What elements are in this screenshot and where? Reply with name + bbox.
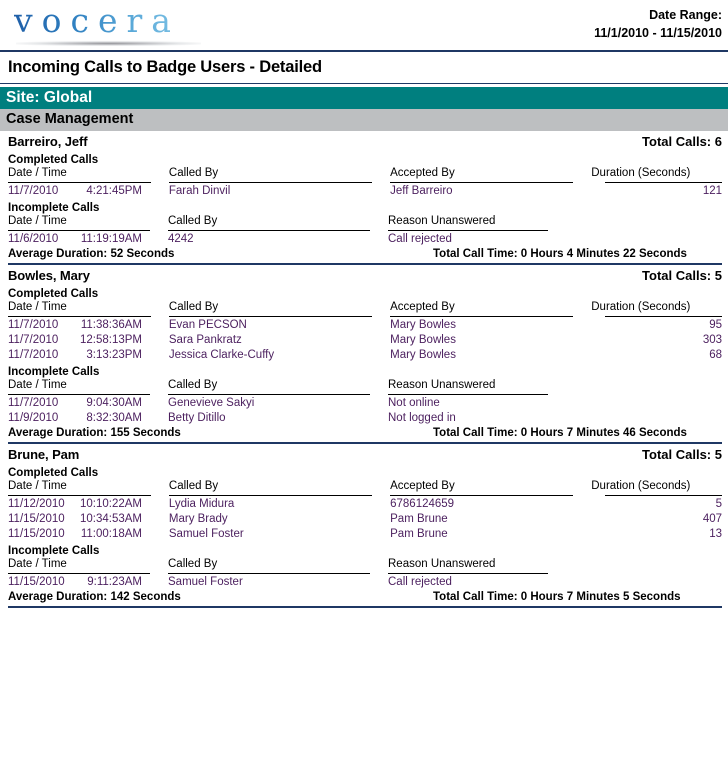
table-row [8, 333, 722, 348]
user-totals [8, 590, 722, 605]
column-header-date-time: Date / Time [8, 379, 168, 396]
total-call-time [433, 427, 687, 439]
completed-calls-label: Completed Calls [8, 288, 99, 300]
user-header [8, 131, 722, 151]
cell-duration: 13 [709, 528, 722, 540]
cell-reason-unanswered: Not online [388, 397, 440, 409]
average-duration-value: 52 Seconds [110, 248, 175, 260]
cell-duration: 68 [709, 349, 722, 361]
user-name: Bowles, Mary [8, 268, 90, 283]
column-header-duration: Duration (Seconds) [591, 167, 722, 184]
average-duration [8, 591, 433, 603]
site-bar: Site: Global [0, 87, 728, 109]
average-duration [8, 427, 433, 439]
cell-called-by: Sara Pankratz [168, 334, 242, 346]
average-duration-label: Average Duration: [8, 427, 108, 439]
cell-reason-unanswered: Call rejected [388, 233, 452, 245]
average-duration-label: Average Duration: [8, 591, 108, 603]
cell-called-by: Betty Ditillo [168, 412, 226, 424]
column-header-called-by: Called By [169, 301, 390, 318]
cell-date-time: 11/7/2010 11:38:36AM [8, 319, 142, 331]
cell-reason-unanswered: Not logged in [388, 412, 456, 424]
cell-date-time: 11/6/2010 11:19:19AM [8, 233, 142, 245]
total-call-time-label: Total Call Time: [433, 591, 518, 603]
cell-accepted-by: 6786124659 [390, 498, 455, 510]
user-name: Brune, Pam [8, 447, 80, 462]
cell-date-time: 11/7/2010 4:21:45PM [8, 185, 142, 197]
table-row [8, 497, 722, 512]
incomplete-calls-label: Incomplete Calls [8, 545, 100, 557]
column-header-called-by: Called By [169, 480, 390, 497]
column-header-reason-unanswered: Reason Unanswered [388, 379, 728, 396]
table-row [8, 512, 722, 527]
incomplete-calls-table [8, 215, 728, 247]
average-duration-value: 155 Seconds [110, 427, 181, 439]
cell-duration: 121 [702, 185, 722, 197]
user-block [0, 265, 728, 444]
cell-reason-unanswered: Call rejected [388, 576, 452, 588]
column-header-duration: Duration (Seconds) [591, 301, 722, 318]
cell-called-by: Evan PECSON [168, 319, 247, 331]
cell-accepted-by: Mary Bowles [390, 349, 456, 361]
cell-accepted-by: Pam Brune [390, 513, 448, 525]
incomplete-calls-label: Incomplete Calls [8, 202, 100, 214]
table-row [8, 527, 722, 542]
cell-called-by: Samuel Foster [168, 576, 243, 588]
cell-called-by: Mary Brady [168, 513, 228, 525]
total-call-time [433, 591, 681, 603]
table-row [8, 318, 722, 333]
column-header-date-time: Date / Time [8, 480, 169, 497]
cell-date-time: 11/7/2010 3:13:23PM [8, 349, 142, 361]
column-header-date-time: Date / Time [8, 558, 168, 575]
logo-reflection [16, 41, 201, 46]
completed-calls-label: Completed Calls [8, 154, 99, 166]
cell-called-by: Samuel Foster [168, 528, 244, 540]
cell-called-by: Jessica Clarke-Cuffy [168, 349, 275, 361]
column-header-called-by: Called By [168, 215, 388, 232]
average-duration-value: 142 Seconds [110, 591, 181, 603]
column-header-called-by: Called By [169, 167, 390, 184]
completed-calls-table [8, 480, 722, 542]
user-block-divider [8, 606, 722, 608]
cell-duration: 407 [702, 513, 722, 525]
user-totals [8, 426, 722, 441]
report-header [0, 0, 728, 50]
cell-date-time: 11/15/2010 11:00:18AM [8, 528, 142, 540]
cell-accepted-by: Mary Bowles [390, 319, 456, 331]
page-title: Incoming Calls to Badge Users - Detailed [8, 58, 322, 76]
completed-calls-label: Completed Calls [8, 467, 99, 479]
total-calls-value: 5 [714, 268, 722, 283]
column-header-called-by: Called By [168, 558, 388, 575]
cell-date-time: 11/15/2010 10:34:53AM [8, 513, 142, 525]
column-header-date-time: Date / Time [8, 215, 168, 232]
table-row [8, 575, 728, 590]
total-calls-label: Total Calls: [642, 268, 712, 283]
total-call-time-value: 0 Hours 7 Minutes 5 Seconds [520, 591, 681, 603]
column-header-reason-unanswered: Reason Unanswered [388, 215, 728, 232]
column-header-duration: Duration (Seconds) [591, 480, 722, 497]
table-row [8, 396, 728, 411]
vocera-logo: vocera [14, 1, 180, 40]
cell-duration: 5 [715, 498, 722, 510]
total-calls-value: 5 [714, 447, 722, 462]
user-header [8, 265, 722, 285]
cell-accepted-by: Pam Brune [390, 528, 448, 540]
cell-date-time: 11/12/2010 10:10:22AM [8, 498, 142, 510]
column-header-date-time: Date / Time [8, 167, 169, 184]
column-header-accepted-by: Accepted By [390, 480, 591, 497]
total-call-time-label: Total Call Time: [433, 248, 518, 260]
average-duration-label: Average Duration: [8, 248, 108, 260]
cell-date-time: 11/9/2010 8:32:30AM [8, 412, 142, 424]
cell-duration: 95 [709, 319, 722, 331]
total-calls [642, 268, 722, 283]
incomplete-calls-label: Incomplete Calls [8, 366, 100, 378]
column-header-reason-unanswered: Reason Unanswered [388, 558, 728, 575]
user-name: Barreiro, Jeff [8, 134, 88, 149]
column-header-called-by: Called By [168, 379, 388, 396]
incomplete-calls-table [8, 558, 728, 590]
cell-called-by: Farah Dinvil [168, 185, 231, 197]
cell-called-by: Lydia Midura [168, 498, 235, 510]
completed-calls-table [8, 167, 722, 199]
column-header-date-time: Date / Time [8, 301, 169, 318]
total-call-time-label: Total Call Time: [433, 427, 518, 439]
date-range [594, 6, 722, 42]
total-calls-label: Total Calls: [642, 134, 712, 149]
table-row [8, 184, 722, 199]
user-block [0, 131, 728, 265]
total-calls-value: 6 [714, 134, 722, 149]
date-range-value: 11/1/2010 - 11/15/2010 [594, 26, 722, 40]
total-calls [642, 447, 722, 462]
cell-called-by: Genevieve Sakyi [168, 397, 255, 409]
total-calls [642, 134, 722, 149]
cell-called-by: 4242 [168, 233, 194, 245]
cell-date-time: 11/7/2010 12:58:13PM [8, 334, 142, 346]
cell-accepted-by: Jeff Barreiro [390, 185, 453, 197]
cell-date-time: 11/7/2010 9:04:30AM [8, 397, 142, 409]
user-block [0, 444, 728, 608]
table-row [8, 232, 728, 247]
table-row [8, 411, 728, 426]
column-header-accepted-by: Accepted By [390, 167, 591, 184]
total-call-time [433, 248, 687, 260]
average-duration [8, 248, 433, 260]
users-container [0, 131, 728, 608]
column-header-accepted-by: Accepted By [390, 301, 591, 318]
total-call-time-value: 0 Hours 4 Minutes 22 Seconds [520, 248, 687, 260]
table-row [8, 348, 722, 363]
cell-date-time: 11/15/2010 9:11:23AM [8, 576, 142, 588]
user-totals [8, 247, 722, 262]
total-calls-label: Total Calls: [642, 447, 712, 462]
completed-calls-table [8, 301, 722, 363]
cell-duration: 303 [702, 334, 722, 346]
user-header [8, 444, 722, 464]
date-range-label: Date Range: [649, 8, 722, 22]
cell-accepted-by: Mary Bowles [390, 334, 456, 346]
incomplete-calls-table [8, 379, 728, 426]
group-bar: Case Management [0, 109, 728, 131]
total-call-time-value: 0 Hours 7 Minutes 46 Seconds [520, 427, 687, 439]
